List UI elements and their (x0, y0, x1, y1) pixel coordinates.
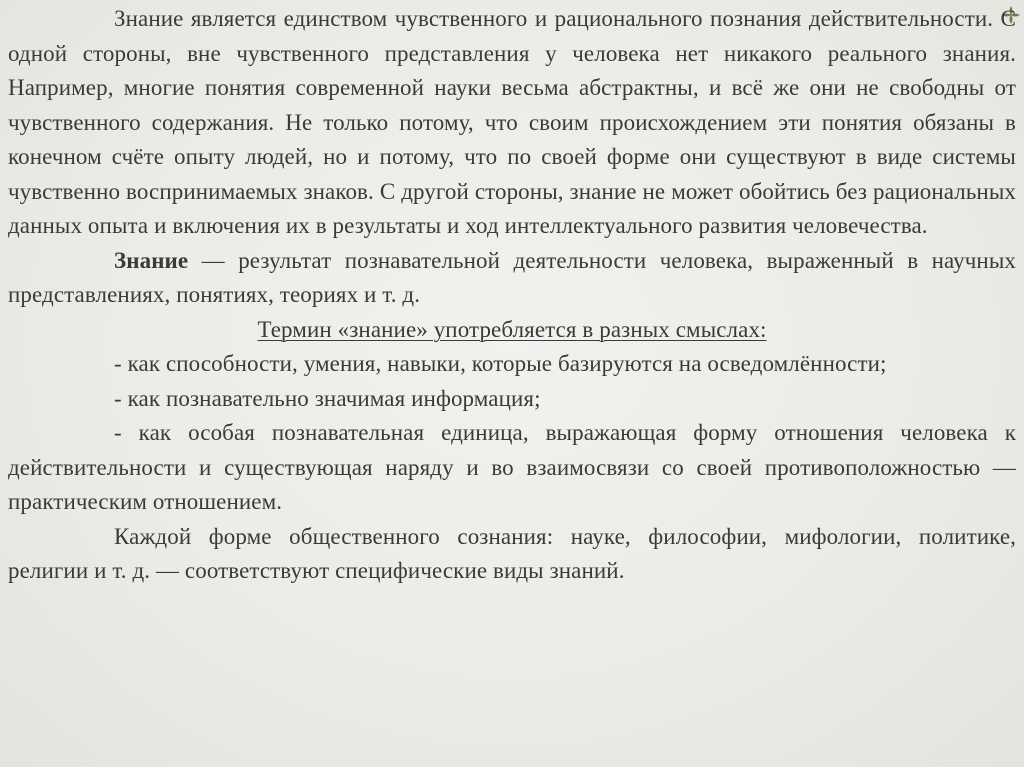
meaning-item-3: - как особая познавательная единица, выражающая форму отношения человека к действительности и существующая наряду и во взаимосвязи со своей противоположностью — практическим отношением. (8, 420, 1016, 514)
slide-text (8, 2, 1016, 589)
closing-paragraph: Каждой форме общественного сознания: науке, философии, мифологии, политике, религии и т. д. — соответствуют специфические виды знаний. (8, 523, 1016, 583)
definition-term: Знание (114, 247, 189, 273)
meanings-heading: Термин «знание» употребляется в разных смыслах: (257, 316, 767, 342)
meaning-item-1: - как способности, умения, навыки, которые базируются на осведомлённости; (114, 351, 887, 376)
intro-paragraph: Знание является единством чувственного и рационального познания действительности. С одной стороны, вне чувственного представления у человека нет никакого реального знания. Например, многие понятия современной науки весьма абстрактны, и всё же они не свободны от чувственного содержания. Не только потому, что своим происхождением эти понятия обязаны в конечном счёте опыту людей, но и потому, что по своей форме они существуют в виде системы чувственно воспринимаемых знаков. С другой стороны, знание не может обойтись без рациональных данных опыта и включения их в результаты и ход интеллектуального развития человечества. (8, 6, 1016, 238)
meaning-item-2: - как познавательно значимая информация; (114, 385, 541, 411)
definition-text: — результат познавательной деятельности человека, выраженный в научных представлениях, понятиях, теориях и т. д. (8, 247, 1016, 307)
definition-paragraph (8, 244, 1016, 313)
